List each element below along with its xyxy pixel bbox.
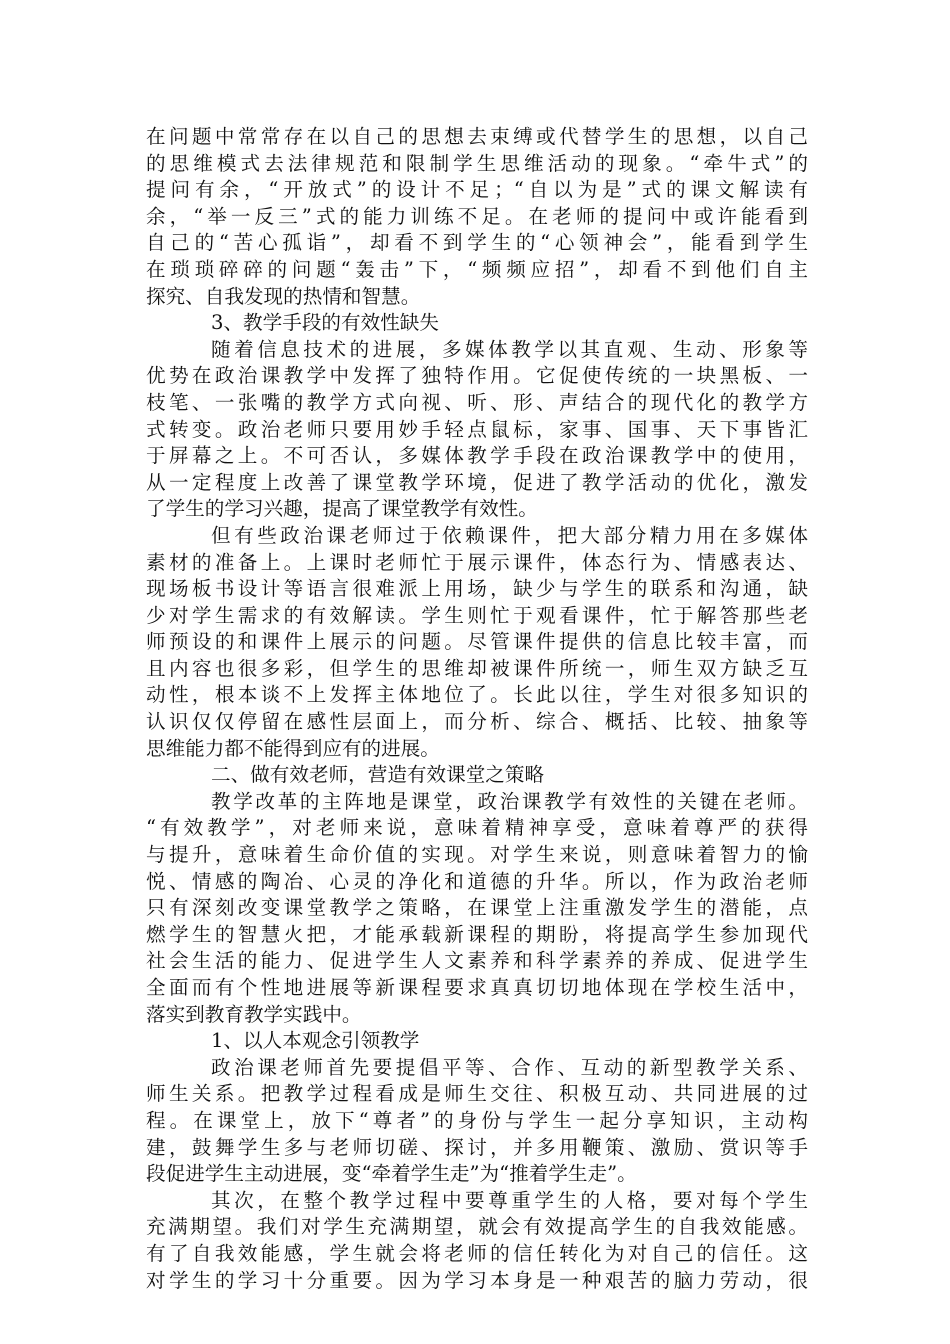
text-line: 探究、自我发现的热情和智慧。 <box>146 284 421 308</box>
text-line: 程。在课堂上，放下“尊者”的身份与学生一起分享知识，主动构 <box>146 1108 808 1132</box>
text-line: 从一定程度上改善了课堂教学环境，促进了教学活动的优化，激发 <box>146 470 808 494</box>
document-page <box>146 124 808 1294</box>
text-line: 全面而有个性地进展等新课程要求真真切切地体现在学校生活中， <box>146 976 808 999</box>
text-line: 落实到教育教学实践中。 <box>146 1002 362 1026</box>
text-line: 师生关系。把教学过程看成是师生交往、积极互动、共同进展的过 <box>146 1082 808 1106</box>
text-line: 社会生活的能力、促进学生人文素养和科学素养的养成、促进学生 <box>146 949 808 973</box>
text-line: 了学生的学习兴趣，提高了课堂教学有效性。 <box>146 497 538 521</box>
text-line: 现场板书设计等语言很难派上用场，缺少与学生的联系和沟通，缺 <box>146 577 808 601</box>
text-line: 动性，根本谈不上发挥主体地位了。长此以往，学生对很多知识的 <box>146 683 808 707</box>
text-line: 素材的准备上。上课时老师忙于展示课件，体态行为、情感表达、 <box>146 550 808 574</box>
text-line: 在问题中常常存在以自己的思想去束缚或代替学生的思想，以自己 <box>146 125 808 148</box>
text-line: 且内容也很多彩，但学生的思维却被课件所统一，师生双方缺乏互 <box>146 656 808 680</box>
section-heading: 二、做有效老师，营造有效课堂之策略 <box>211 763 545 787</box>
text-line: 少对学生需求的有效解读。学生则忙于观看课件，忙于解答那些老 <box>146 603 808 627</box>
text-line: 与提升，意味着生命价值的实现。对学生来说，则意味着智力的愉 <box>146 843 808 867</box>
text-line: 于屏幕之上。不可否认，多媒体教学手段在政治课教学中的使用， <box>146 444 808 468</box>
text-line: 只有深刻改变课堂教学之策略，在课堂上注重激发学生的潜能，点 <box>146 896 808 920</box>
text-line: 认识仅仅停留在感性层面上，而分析、综合、概括、比较、抽象等 <box>146 710 808 734</box>
text-line: 自己的“苦心孤诣”，却看不到学生的“心领神会”，能看到学生 <box>146 231 808 255</box>
paragraph-first-line: 其次，在整个教学过程中要尊重学生的人格，要对每个学生 <box>211 1188 808 1212</box>
text-line: 师预设的和课件上展示的问题。尽管课件提供的信息比较丰富，而 <box>146 630 808 654</box>
section-heading: 3、教学手段的有效性缺失 <box>211 311 439 335</box>
text-line: 段促进学生主动进展，变“牵着学生走”为“推着学生走”。 <box>146 1162 637 1186</box>
paragraph-first-line: 随着信息技术的进展，多媒体教学以其直观、生动、形象等 <box>211 337 808 361</box>
text-line: 建，鼓舞学生多与老师切磋、探讨，并多用鞭策、激励、赏识等手 <box>146 1135 808 1159</box>
text-line: 对学生的学习十分重要。因为学习本身是一种艰苦的脑力劳动，很 <box>146 1268 808 1292</box>
text-line: 的思维模式去法律规范和限制学生思维活动的现象。“牵牛式”的 <box>146 151 808 175</box>
paragraph-first-line: 但有些政治课老师过于依赖课件，把大部分精力用在多媒体 <box>211 523 808 547</box>
text-line: 悦、情感的陶冶、心灵的净化和道德的升华。所以，作为政治老师 <box>146 869 808 893</box>
document-body <box>146 124 808 1294</box>
text-line: 式转变。政治老师只要用妙手轻点鼠标，家事、国事、天下事皆汇 <box>146 417 808 441</box>
paragraph-first-line: 教学改革的主阵地是课堂，政治课教学有效性的关键在老师。 <box>211 789 808 813</box>
text-line: 有了自我效能感，学生就会将老师的信任转化为对自己的信任。这 <box>146 1241 808 1265</box>
text-line: 提问有余，“开放式”的设计不足；“自以为是”式的课文解读有 <box>146 178 808 202</box>
text-line: 燃学生的智慧火把，才能承载新课程的期盼，将提高学生参加现代 <box>146 922 808 946</box>
text-line: “有效教学”，对老师来说，意味着精神享受，意味着尊严的获得 <box>146 816 808 840</box>
text-line: 思维能力都不能得到应有的进展。 <box>146 736 440 760</box>
paragraph-first-line: 政治课老师首先要提倡平等、合作、互动的新型教学关系、 <box>211 1055 808 1079</box>
text-line: 在琐琐碎碎的问题“轰击”下，“频频应招”，却看不到他们自主 <box>146 257 808 281</box>
text-line: 优势在政治课教学中发挥了独特作用。它促使传统的一块黑板、一 <box>146 364 808 388</box>
text-line: 枝笔、一张嘴的教学方式向视、听、形、声结合的现代化的教学方 <box>146 390 808 414</box>
text-line: 余，“举一反三”式的能力训练不足。在老师的提问中或许能看到 <box>146 204 808 228</box>
section-heading: 1、以人本观念引领教学 <box>211 1029 420 1053</box>
text-line: 充满期望。我们对学生充满期望，就会有效提高学生的自我效能感。 <box>146 1215 808 1239</box>
